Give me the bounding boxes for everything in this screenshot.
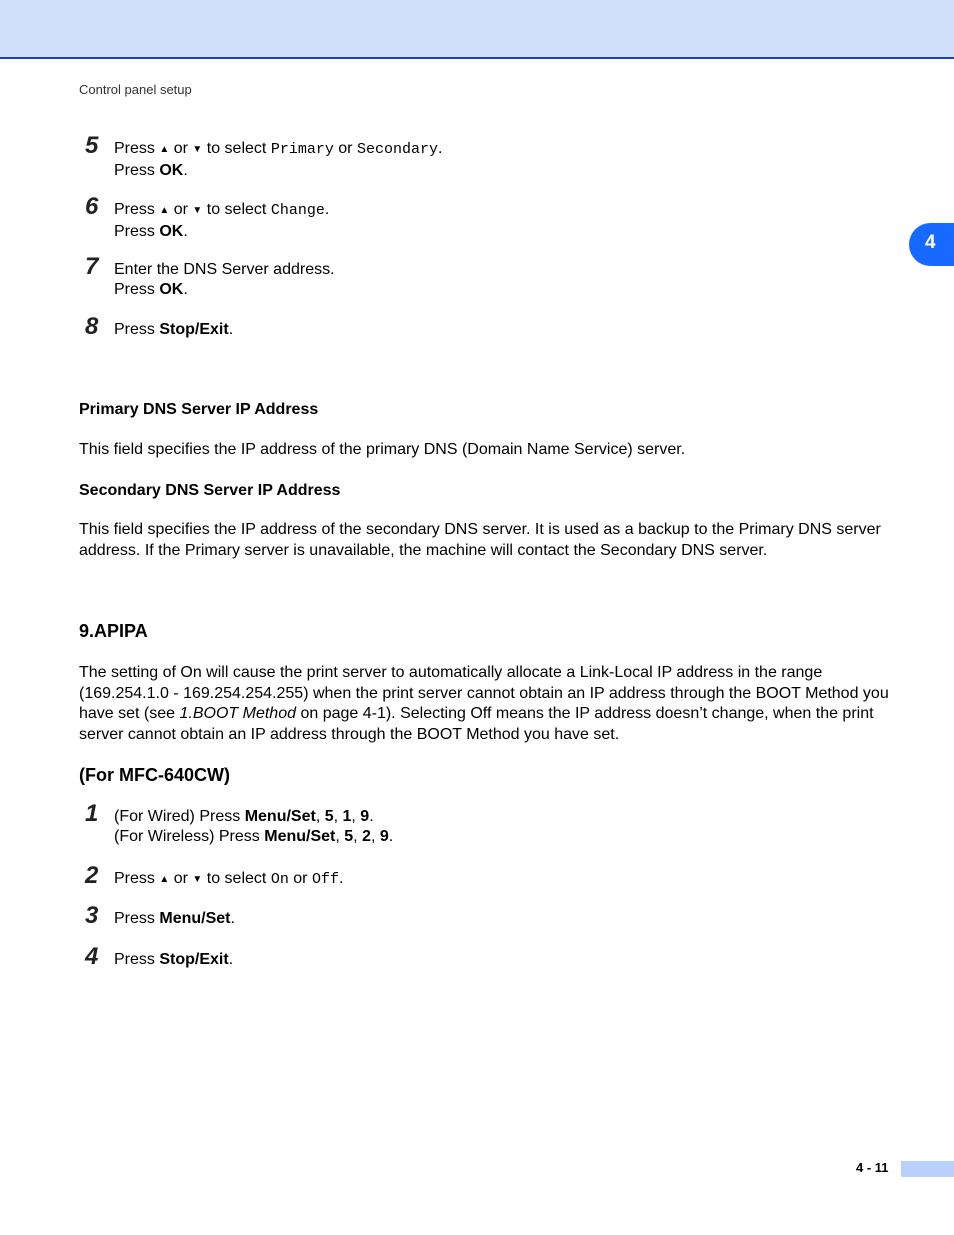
primary-dns-heading: Primary DNS Server IP Address — [79, 401, 319, 418]
primary-dns-text: This field specifies the IP address of the primary DNS (Domain Name Service) server. — [79, 441, 686, 458]
option-off: Off — [311, 871, 339, 888]
option-change: Change — [270, 202, 325, 219]
apipa-text: The setting of On will cause the print server to automatically allocate a Link-Local IP address in the range (169.254.1.0 - 169.254.254.255) when the print server cannot obtain an IP address through the BOOT Method you have set (see 1.BOOT Method on page 4-1). Selecting Off means the IP address doesn’t change, when the print server cannot obtain an IP address through the BOOT Method you have set. — [79, 664, 889, 743]
down-triangle-icon: ▼ — [192, 874, 203, 885]
step-number: 5 — [85, 132, 99, 159]
up-triangle-icon: ▲ — [159, 205, 170, 216]
step-number: 3 — [85, 902, 99, 929]
chapter-tab-label: 4 — [925, 232, 936, 253]
option-on: On — [270, 871, 289, 888]
secondary-dns-text: This field specifies the IP address of the secondary DNS server. It is used as a backup to the Primary DNS server address. If the Primary server is unavailable, the machine will contact the Secondary DNS server. — [79, 521, 881, 559]
step-number: 4 — [85, 943, 99, 970]
menu-set-key: Menu/Set — [159, 910, 231, 927]
down-triangle-icon: ▼ — [192, 205, 203, 216]
running-head: Control panel setup — [79, 82, 192, 97]
stop-exit-key: Stop/Exit — [159, 951, 229, 968]
up-triangle-icon: ▲ — [159, 144, 170, 155]
page-number: 4 - 11 — [856, 1160, 889, 1175]
chapter-tab[interactable] — [909, 223, 954, 266]
apipa-heading: 9.APIPA — [79, 621, 148, 641]
option-primary: Primary — [270, 141, 334, 158]
ok-key: OK — [159, 162, 184, 179]
header-band — [0, 0, 954, 59]
down-triangle-icon: ▼ — [192, 144, 203, 155]
ok-key: OK — [159, 223, 184, 240]
option-secondary: Secondary — [356, 141, 438, 158]
step-number: 1 — [85, 800, 99, 827]
step-number: 8 — [85, 313, 99, 340]
model-heading: (For MFC-640CW) — [79, 765, 230, 785]
boot-method-reference: 1.BOOT Method — [179, 705, 296, 722]
step-number: 2 — [85, 862, 99, 889]
secondary-dns-heading: Secondary DNS Server IP Address — [79, 482, 341, 499]
ok-key: OK — [159, 281, 184, 298]
step-number: 6 — [85, 193, 99, 220]
stop-exit-key: Stop/Exit — [159, 321, 229, 338]
up-triangle-icon: ▲ — [159, 874, 170, 885]
footer-bar — [901, 1161, 954, 1177]
step-number: 7 — [85, 253, 99, 280]
